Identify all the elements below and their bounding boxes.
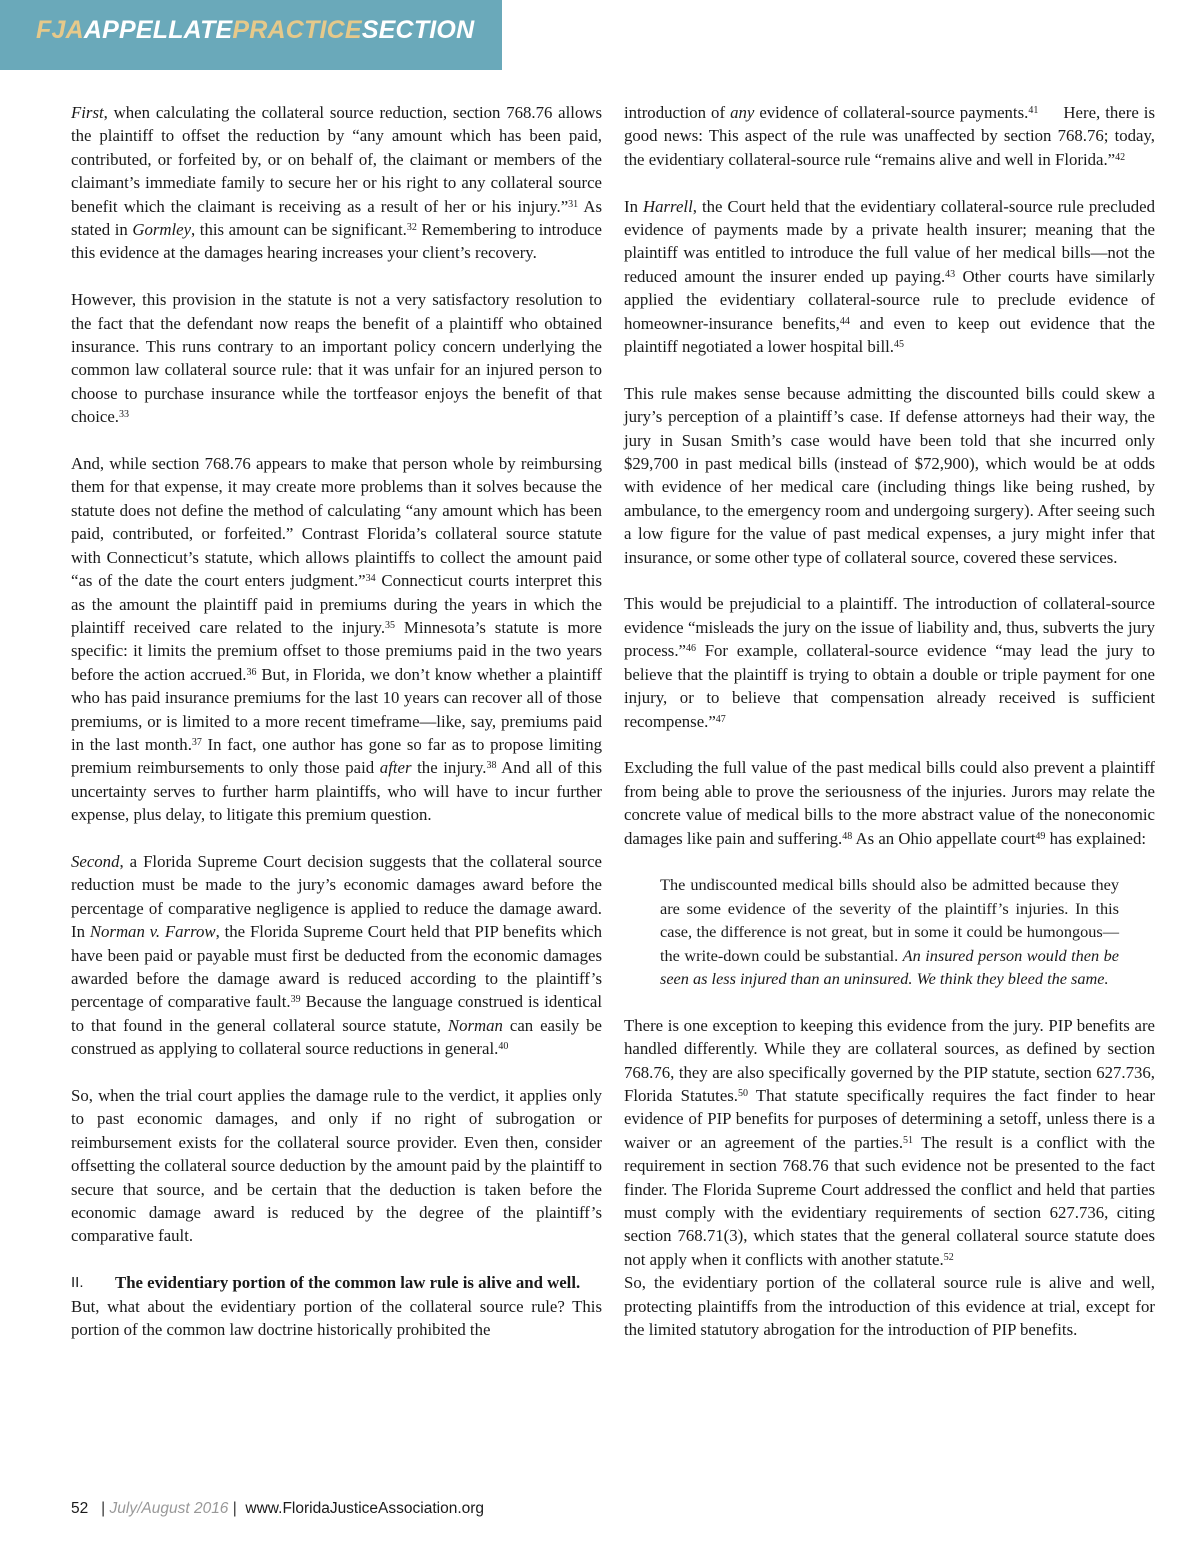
- emphasis: An insured person would then be seen as less injured than an uninsured. We think they bleed the same.: [660, 945, 1119, 988]
- section-banner: [0, 0, 502, 70]
- text: and even to keep out evidence that the plaintiff negotiated a lower hospital bill.: [624, 313, 1155, 357]
- footnote-ref: 31: [568, 198, 579, 210]
- paragraph: [71, 850, 602, 1061]
- paragraph: [624, 592, 1155, 732]
- text: Here, there is good news: This aspect of the rule was unaffected by section 768.76; today, the evidentiary collateral-source rule “remains alive and well in Florida.”: [624, 103, 1160, 169]
- text: And all of this uncertainty serves to further harm plaintiffs, who will have to incur further expense, plus delay, to litigate this premium question.: [71, 758, 602, 825]
- text: For example, collateral-source evidence “may lead the jury to believe that the plaintiff is trying to obtain a double or triple payment for one injury, or to believe that compensation already received is sufficient recompense.”: [624, 641, 1155, 731]
- lead-word: Second: [71, 851, 120, 871]
- text: So, when the trial court applies the damage rule to the verdict, it applies only to past economic damages, and only if no right of subrogation or reimbursement exists for the collateral source provider. Even then, consider offsetting the collateral source deduction by the amount paid by the plaintiff to secure that source, and be certain that the deduction is taken before the economic damage award is reduced by the degree of the plaintiff’s comparative fault.: [71, 1086, 602, 1246]
- text: In: [624, 196, 644, 216]
- footnote-ref: 50: [738, 1087, 748, 1099]
- footnote-ref: 40: [498, 1041, 509, 1053]
- text: Other courts have similarly applied the evidentiary collateral-source rule to preclude evidence of homeowner-insurance benefits,: [624, 266, 1155, 333]
- right-column: [624, 101, 1160, 1341]
- text: , the Court held that the evidentiary collateral-source rule precluded evidence of payments made by a private health insurer; meaning that the plaintiff was entitled to introduce the full value of her medical bills—not the reduced amount the insurer ended up paying.: [624, 196, 1155, 286]
- section-heading: [71, 1271, 602, 1294]
- text: The undiscounted medical bills should also be admitted because they are some evidence of the severity of the plaintiff’s injuries. In this case, the difference is not great, but in some it could be humongous—the write-down could be substantial.: [660, 875, 1119, 965]
- footnote-ref: 34: [365, 573, 376, 585]
- text: , a Florida Supreme Court decision suggests that the collateral source reduction must be made to the jury’s economic damages award before the percentage of comparative negligence is applied to reduce the damage award. In: [71, 851, 602, 942]
- page-footer: [71, 1500, 484, 1518]
- footnote-ref: 52: [943, 1251, 954, 1263]
- banner-fja: FJA: [36, 16, 84, 44]
- footnote-ref: 51: [903, 1134, 914, 1146]
- paragraph: [71, 1084, 602, 1248]
- issue-date: July/August 2016: [109, 1500, 229, 1517]
- footnote-ref: 39: [290, 994, 301, 1006]
- page-number: 52: [71, 1500, 89, 1517]
- footnote-ref: 38: [486, 760, 497, 772]
- footnote-ref: 45: [894, 339, 904, 351]
- footnote-ref: 33: [118, 409, 129, 421]
- paragraph: [624, 1271, 1155, 1341]
- paragraph: [71, 1295, 602, 1342]
- left-column: [71, 101, 602, 1341]
- footnote-ref: 47: [715, 713, 726, 725]
- website-link[interactable]: www.FloridaJusticeAssociation.org: [245, 1500, 485, 1517]
- case-name: Harrell: [643, 196, 693, 216]
- paragraph: [624, 1014, 1155, 1271]
- text: evidence of collateral-source payments.: [754, 103, 1029, 122]
- case-name: Norman v. Farrow: [89, 922, 216, 942]
- footnote-ref: 43: [945, 268, 956, 280]
- text: , the Florida Supreme Court held that PIP benefits which have been paid or payable must first be deducted from the economic damages awarded before the damage award is reduced according to the plaintiff’s percentage of comparative fault.: [71, 922, 602, 1012]
- lead-word: First: [71, 103, 104, 122]
- text: So, the evidentiary portion of the collateral source rule is alive and well, protecting plaintiffs from the introduction of this evidence at trial, except for the limited statutory abrogation for the introduction of PIP benefits.: [624, 1273, 1155, 1340]
- text: This rule makes sense because admitting the discounted bills could skew a jury’s perception of a plaintiff’s case. If defense attorneys had their way, the jury in Susan Smith’s case would have been told that she incurred only $29,700 in past medical bills (instead of $72,900), which would be at odds with evidence of her medical care (including things like being rushed, by ambulance, to the emergency room and undergoing surgery). After seeing such a low figure for the value of past medical expenses, a jury might infer that insurance, or some other type of collateral source, covered these services.: [624, 383, 1155, 567]
- text: the injury.: [411, 758, 487, 778]
- case-name: Gormley: [132, 220, 192, 240]
- footer-separator: |: [232, 1500, 237, 1517]
- footnote-ref: 37: [191, 736, 202, 748]
- emphasis: after: [379, 758, 412, 778]
- text: There is one exception to keeping this evidence from the jury. PIP benefits are handled differently. While they are collateral sources, as defined by section 768.76, they are also specifically governed by the PIP statute, section 627.736, Florida Statutes.: [624, 1015, 1155, 1105]
- text: However, this provision in the statute is not a very satisfactory resolution to the fact that the defendant now reaps the benefit of a plaintiff who obtained insurance. This runs contrary to an important policy concern underlying the common law collateral source rule: that it was unfair for an injured person to choose to purchase insurance while the tortfeasor enjoys the benefit of that choice.: [71, 290, 602, 427]
- paragraph: [624, 101, 1160, 171]
- footnote-ref: 32: [406, 222, 417, 234]
- case-name: Norman: [447, 1015, 503, 1035]
- footnote-ref: 48: [842, 830, 853, 842]
- banner-appellate: APPELLATE: [83, 16, 233, 44]
- text: , when calculating the collateral source reduction, section 768.76 allows the plaintiff to offset the reduction by “any amount which has been paid, contributed, or forfeited by, or on behalf of, the claimant or members of the claimant’s immediate family to secure her or his right to any collateral source benefit which the claimant is receiving as a result of her or his injury.”: [71, 103, 602, 216]
- text: can easily be construed as applying to collateral source reductions in general.: [71, 1015, 603, 1059]
- paragraph: [624, 382, 1155, 569]
- banner-practice: PRACTICE: [232, 16, 362, 44]
- text: This would be prejudicial to a plaintiff. The introduction of collateral-source evidence “misleads the jury on the issue of liability and, thus, subverts the jury process.”: [624, 594, 1155, 661]
- footnote-ref: 49: [1035, 830, 1046, 842]
- footnote-ref: 46: [685, 643, 696, 655]
- banner-title: [36, 16, 474, 45]
- heading-text: The evidentiary portion of the common law rule is alive and well.: [115, 1273, 581, 1293]
- paragraph: [624, 756, 1155, 850]
- paragraph: [71, 452, 602, 827]
- footnote-ref: 41: [1028, 105, 1039, 116]
- text: As an Ohio appellate court: [852, 828, 1036, 848]
- text: Connecticut courts interpret this as the amount the plaintiff paid in premiums during the years in which the plaintiff received care related to the injury.: [71, 571, 603, 637]
- paragraph: [71, 288, 602, 428]
- text: Minnesota’s statute is more specific: it limits the premium offset to those premiums paid in the two years before the action accrued.: [71, 617, 602, 684]
- heading-number: II.: [71, 1274, 84, 1292]
- text: That statute specifically requires the fact finder to hear evidence of PIP benefits for purposes of determining a setoff, unless there is a waiver or an agreement of the parties.: [624, 1085, 1155, 1152]
- footnote-ref: 44: [839, 315, 850, 327]
- text: Remembering to introduce this evidence at the damages hearing increases your client’s recovery.: [71, 220, 602, 263]
- text: Because the language construed is identical to that found in the general collateral source statute,: [71, 992, 602, 1035]
- footnote-ref: 42: [1115, 151, 1126, 163]
- text: As stated in: [71, 196, 602, 240]
- text: , this amount can be significant.: [191, 220, 407, 240]
- block-quote: [660, 873, 1155, 990]
- text: has explained:: [1045, 828, 1147, 848]
- text: Excluding the full value of the past medical bills could also prevent a plaintiff from being able to prove the seriousness of the injuries. Jurors may relate the concrete value of medical bills to the more abstract value of the noneconomic damages like pain and suffering.: [624, 758, 1155, 848]
- text: introduction of: [624, 103, 731, 122]
- emphasis: any: [730, 103, 755, 122]
- text: And, while section 768.76 appears to make that person whole by reimbursing them for that expense, it may create more problems than it solves because the statute does not define the method of calculating “any amount which has been paid, contributed, or forfeited.” Contrast Florida’s collateral source statute with Connecticut’s statute, which allows plaintiffs to collect the amount paid “as of the date the court enters judgment.”: [71, 454, 602, 591]
- footnote-ref: 36: [246, 666, 257, 678]
- banner-section: SECTION: [361, 16, 475, 44]
- text: But, what about the evidentiary portion of the collateral source rule? This portion of the common law doctrine historically prohibited the: [71, 1296, 602, 1340]
- paragraph: [71, 101, 602, 265]
- text: In fact, one author has gone so far as to propose limiting premium reimbursements to only those paid: [71, 734, 603, 778]
- footer-separator: |: [101, 1500, 106, 1517]
- footnote-ref: 35: [385, 619, 396, 631]
- paragraph: [624, 195, 1155, 359]
- text: The result is a conflict with the requirement in section 768.76 that such evidence not be presented to the fact finder. The Florida Supreme Court addressed the conflict and held that parties must comply with the evidentiary requirements of section 627.736, citing section 768.71(3), which states that the general collateral source statute does not apply when it conflicts with another statute.: [624, 1132, 1156, 1269]
- text: But, in Florida, we don’t know whether a plaintiff who has paid insurance premiums for the last 10 years can recover all of those premiums, or is limited to a more recent timeframe—like, say, premiums paid in the last month.: [71, 664, 602, 754]
